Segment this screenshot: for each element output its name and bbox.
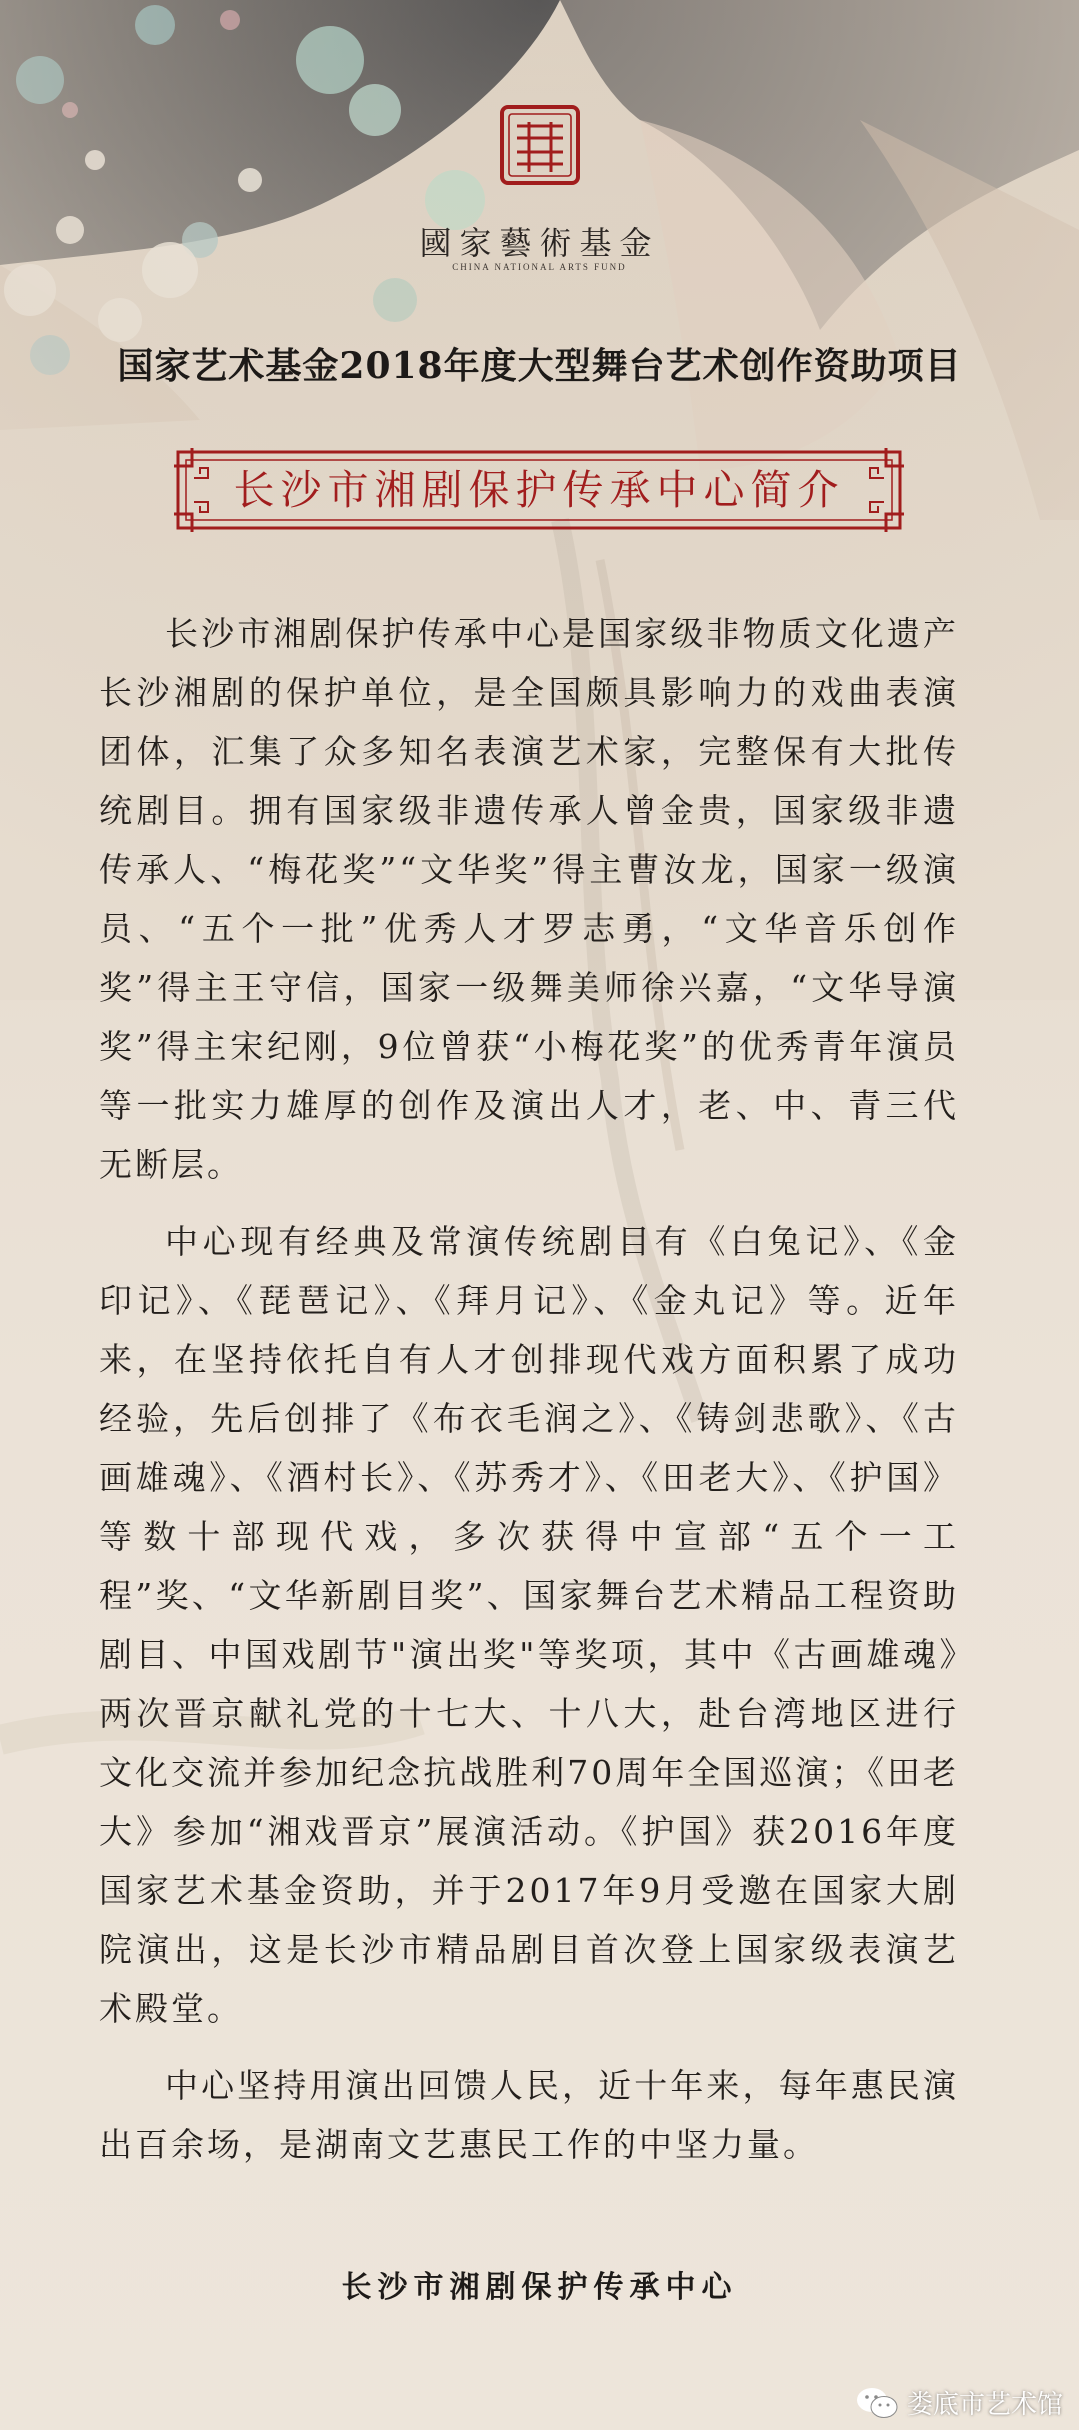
logo-english-name: CHINA NATIONAL ARTS FUND: [452, 262, 627, 272]
project-title: 国家艺术基金2018年度大型舞台艺术创作资助项目: [117, 345, 962, 387]
banner-title: 长沙市湘剧保护传承中心简介: [233, 466, 845, 514]
watermark: [855, 2384, 1063, 2421]
national-arts-fund-seal-logo: [499, 104, 581, 186]
watermark-text: 娄底市艺术馆: [906, 2390, 1063, 2420]
logo-tagline: 國家藝術基金: [419, 224, 660, 262]
paragraph-1: 长沙市湘剧保护传承中心是国家级非物质文化遗产长沙湘剧的保护单位，是全国颇具影响力的戏曲表演团体，汇集了众多知名表演艺术家，完整保有大批传统剧目。拥有国家级非遗传承人曾金贵，国家级非遗传承人、“梅花奖”“文华奖”得主曹汝龙，国家一级演员、“五个一批”优秀人才罗志勇，“文华音乐创作奖”得主王守信，国家一级舞美师徐兴嘉，“文华导演奖”得主宋纪刚，9位曾获“小梅花奖”的优秀青年演员等一批实力雄厚的创作及演出人才，老、中、青三代无断层。: [99, 614, 959, 1184]
paragraph-2: 中心现有经典及常演传统剧目有《白兔记》、《金印记》、《琵琶记》、《拜月记》、《金丸记》等。近年来，在坚持依托自有人才创排现代戏方面积累了成功经验，先后创排了《布衣毛润之》、《铸剑悲歌》、《古画雄魂》、《酒村长》、《苏秀才》、《田老大》、《护国》等数十部现代戏，多次获得中宣部“五个一工程”奖、“文华新剧目奖”、国家舞台艺术精品工程资助剧目、中国戏剧节"演出奖"等奖项，其中《古画雄魂》两次晋京献礼党的十七大、十八大，赴台湾地区进行文化交流并参加纪念抗战胜利70周年全国巡演；《田老大》参加“湘戏晋京”展演活动。《护国》获2016年度国家艺术基金资助，并于2017年9月受邀在国家大剧院演出，这是长沙市精品剧目首次登上国家级表演艺术殿堂。: [99, 1222, 959, 2028]
paragraph-3: 中心坚持用演出回馈人民，近十年来，每年惠民演出百余场，是湖南文艺惠民工作的中坚力量。: [99, 2066, 959, 2164]
footer-organization: 长沙市湘剧保护传承中心: [341, 2270, 738, 2305]
wechat-icon: [855, 2385, 899, 2421]
introduction-body: [99, 604, 959, 2192]
